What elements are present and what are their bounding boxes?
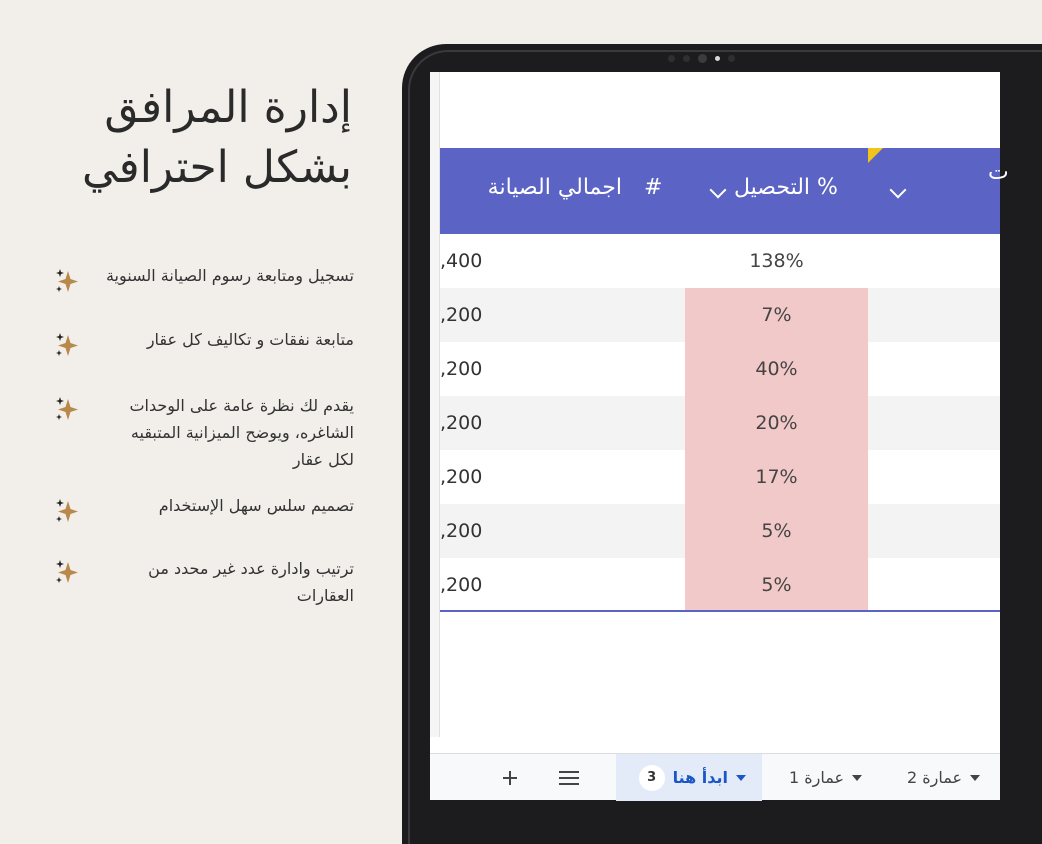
camera-lens-icon: [698, 54, 707, 63]
tab-label: عمارة 2: [906, 768, 962, 787]
cell-total[interactable]: ,200: [440, 358, 483, 380]
cell-total[interactable]: ,200: [440, 304, 483, 326]
camera-dot: [728, 55, 735, 62]
table-row[interactable]: [440, 342, 1000, 396]
feature-text: تسجيل ومتابعة رسوم الصيانة السنوية: [105, 266, 354, 285]
cell-total[interactable]: ,200: [440, 466, 483, 488]
chevron-down-icon[interactable]: [890, 182, 907, 199]
tab-building-1[interactable]: [776, 754, 876, 801]
sparkle-icon: [54, 332, 80, 358]
cell-collection-pct[interactable]: 20%: [685, 396, 868, 450]
tab-label: عمارة 1: [788, 768, 844, 787]
tab-label: ابدأ هنا: [672, 768, 728, 787]
hamburger-icon[interactable]: [556, 754, 582, 801]
feature-text: متابعة نفقات و تكاليف كل عقار: [146, 330, 354, 349]
cell-collection-pct[interactable]: 5%: [685, 558, 868, 612]
cell-collection-pct[interactable]: 40%: [685, 342, 868, 396]
header-partial-column[interactable]: ت: [988, 160, 1009, 185]
sparkle-icon: [54, 498, 80, 524]
cell-collection-pct[interactable]: 5%: [685, 504, 868, 558]
feature-text: يقدم لك نظرة عامة على الوحدات الشاغره، ويوضح الميزانية المتبقيه لكل عقار: [129, 396, 354, 469]
row-header-strip[interactable]: [430, 72, 440, 737]
cell-collection-pct[interactable]: 17%: [685, 450, 868, 504]
header-hash-prefix: #: [644, 175, 663, 200]
header-total-maintenance[interactable]: اجمالي الصيانة: [487, 175, 622, 200]
camera-dot: [668, 55, 675, 62]
cell-total[interactable]: ,400: [440, 250, 483, 272]
marketing-headline: إدارة المرافق بشكل احترافي: [81, 82, 352, 193]
header-collection-pct[interactable]: % التحصيل: [734, 175, 838, 200]
sparkle-icon: [54, 559, 80, 585]
cell-total[interactable]: ,200: [440, 520, 483, 542]
table-row[interactable]: [440, 396, 1000, 450]
cell-total[interactable]: ,200: [440, 574, 483, 596]
table-row[interactable]: [440, 288, 1000, 342]
cell-total[interactable]: ,200: [440, 412, 483, 434]
tab-dropdown-icon[interactable]: [970, 775, 980, 781]
table-row[interactable]: [440, 234, 1000, 288]
feature-text: تصميم سلس سهل الإستخدام: [158, 496, 354, 515]
tab-badge: 3: [639, 765, 665, 791]
table-bottom-border: [440, 610, 1000, 612]
feature-text: ترتيب وادارة عدد غير محدد من العقارات: [148, 559, 354, 605]
sparkle-icon: [54, 268, 80, 294]
table-row[interactable]: [440, 558, 1000, 612]
table-row[interactable]: [440, 504, 1000, 558]
sparkle-icon: [54, 396, 80, 422]
tablet-camera: [668, 54, 735, 63]
spreadsheet-screen: [430, 72, 1009, 800]
chevron-down-icon[interactable]: [710, 182, 727, 199]
camera-dot: [683, 55, 690, 62]
tab-start-here[interactable]: [616, 754, 762, 801]
cell-collection-pct[interactable]: 7%: [685, 288, 868, 342]
camera-led-icon: [715, 56, 720, 61]
tab-building-2[interactable]: [890, 754, 990, 801]
tab-dropdown-icon[interactable]: [736, 775, 746, 781]
tab-dropdown-icon[interactable]: [852, 775, 862, 781]
table-header: [440, 148, 1009, 234]
sheet-tab-bar: [430, 753, 1000, 800]
cell-collection-pct[interactable]: 138%: [749, 250, 804, 272]
table-row[interactable]: [440, 450, 1000, 504]
comment-flag-icon[interactable]: [868, 148, 883, 163]
plus-icon[interactable]: [498, 754, 522, 801]
